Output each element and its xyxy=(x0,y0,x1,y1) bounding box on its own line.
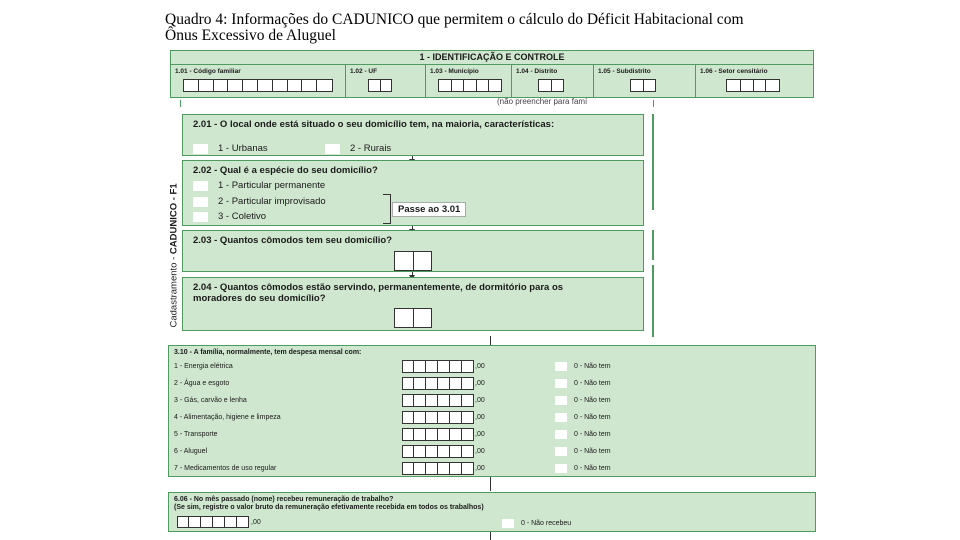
field-label: 1.04 - Distrito xyxy=(516,68,558,75)
bedrooms-count-input[interactable] xyxy=(394,308,432,328)
checkbox[interactable] xyxy=(193,181,208,191)
checkbox[interactable] xyxy=(325,144,340,154)
expense-amount-input[interactable] xyxy=(402,377,474,390)
question-text: 2.03 - Quantos cômodos tem seu domicílio? xyxy=(193,235,393,246)
no-expense-checkbox[interactable] xyxy=(555,430,567,439)
cents-suffix: ,00 xyxy=(475,363,485,370)
no-income-label: 0 - Não recebeu xyxy=(521,520,572,527)
sidebar-form-id: CADUNICO - F1 xyxy=(168,183,180,255)
connector-line xyxy=(490,532,491,540)
expense-row xyxy=(169,428,815,442)
no-expense-checkbox[interactable] xyxy=(555,464,567,473)
no-expense-label: 0 - Não tem xyxy=(574,380,611,387)
sidebar-prefix: Cadastramento - xyxy=(168,254,180,328)
rooms-count-input[interactable] xyxy=(394,251,432,271)
option-particular-improvisado[interactable] xyxy=(193,196,326,207)
no-expense-checkbox[interactable] xyxy=(555,447,567,456)
question-3-10 xyxy=(168,345,816,477)
subdistrito-input[interactable] xyxy=(630,79,656,92)
skip-instruction: Passe ao 3.01 xyxy=(392,202,466,217)
form-sidebar-label xyxy=(162,183,180,330)
no-expense-label: 0 - Não tem xyxy=(574,465,611,472)
field-setor-censitario xyxy=(696,65,814,97)
income-amount-input[interactable] xyxy=(177,516,249,528)
option-label: 2 - Rurais xyxy=(350,143,392,154)
option-particular-permanente[interactable] xyxy=(193,180,325,191)
expense-label: 3 - Gás, carvão e lenha xyxy=(174,397,247,404)
expense-amount-input[interactable] xyxy=(402,445,474,458)
cents-suffix: ,00 xyxy=(475,380,485,387)
question-text: 2.04 - Quantos cômodos estão servindo, permanentemente, de dormitório para os moradores do seu domicílio? xyxy=(193,282,564,304)
cents-suffix: ,00 xyxy=(475,414,485,421)
no-expense-label: 0 - Não tem xyxy=(574,363,611,370)
option-label: 1 - Particular permanente xyxy=(218,180,326,191)
page-title xyxy=(165,12,825,44)
no-expense-checkbox[interactable] xyxy=(555,413,567,422)
checkbox[interactable] xyxy=(193,212,208,222)
expense-label: 2 - Água e esgoto xyxy=(174,380,230,387)
field-label: 1.03 - Município xyxy=(430,68,479,75)
field-subdistrito xyxy=(594,65,696,97)
setor-censitario-input[interactable] xyxy=(726,79,780,92)
municipio-input[interactable] xyxy=(438,79,502,92)
field-distrito xyxy=(512,65,594,97)
margin-line xyxy=(652,265,654,337)
no-expense-label: 0 - Não tem xyxy=(574,397,611,404)
question-6-06 xyxy=(168,492,816,532)
no-expense-checkbox[interactable] xyxy=(555,362,567,371)
option-label: 1 - Urbanas xyxy=(218,143,268,154)
expense-label: 6 - Aluguel xyxy=(174,448,208,455)
margin-line xyxy=(652,114,654,210)
uf-input[interactable] xyxy=(368,79,392,92)
cents-suffix: ,00 xyxy=(475,465,485,472)
field-label: 1.06 - Setor censitário xyxy=(700,68,768,75)
no-expense-label: 0 - Não tem xyxy=(574,431,611,438)
expense-row xyxy=(169,394,815,408)
question-text: 6.06 - No mês passado (nome) recebeu remuneração de trabalho? xyxy=(174,496,394,503)
title-line-2: Ônus Excessivo de Aluguel xyxy=(165,27,336,44)
question-2-01 xyxy=(182,114,644,156)
margin-line xyxy=(652,230,654,260)
identification-section xyxy=(170,50,814,98)
expense-amount-input[interactable] xyxy=(402,394,474,407)
expense-label: 5 - Transporte xyxy=(174,431,218,438)
no-income-checkbox[interactable] xyxy=(502,519,514,528)
question-text: 3.10 - A família, normalmente, tem despesa mensal com: xyxy=(174,349,362,356)
option-coletivo[interactable] xyxy=(193,211,266,222)
expense-row xyxy=(169,377,815,391)
expense-amount-input[interactable] xyxy=(402,462,474,475)
option-urbanas[interactable] xyxy=(193,143,268,154)
field-uf xyxy=(346,65,426,97)
skip-brace xyxy=(383,194,391,224)
cents-suffix: ,00 xyxy=(475,448,485,455)
field-label: 1.05 - Subdistrito xyxy=(598,68,651,75)
question-subtext: (Se sim, registre o valor bruto da remuneração efetivamente recebida em todos os trabalhos) xyxy=(174,504,484,511)
question-text: 2.01 - O local onde está situado o seu domicílio tem, na maioria, características: xyxy=(193,119,555,130)
question-2-04 xyxy=(182,277,644,331)
connector-line xyxy=(490,477,491,491)
checkbox[interactable] xyxy=(193,144,208,154)
option-label: 2 - Particular improvisado xyxy=(218,196,326,207)
no-expense-checkbox[interactable] xyxy=(555,379,567,388)
cents-suffix: ,00 xyxy=(475,431,485,438)
section-header: 1 - IDENTIFICAÇÃO E CONTROLE xyxy=(171,51,813,65)
expense-label: 1 - Energia elétrica xyxy=(174,363,233,370)
field-label: 1.02 - UF xyxy=(350,68,378,75)
expense-amount-input[interactable] xyxy=(402,360,474,373)
title-line-1: Quadro 4: Informações do CADUNICO que permitem o cálculo do Déficit Habitacional com xyxy=(165,11,744,28)
expense-row xyxy=(169,445,815,459)
option-rurais[interactable] xyxy=(325,143,391,154)
expense-amount-input[interactable] xyxy=(402,411,474,424)
distrito-input[interactable] xyxy=(538,79,564,92)
expense-amount-input[interactable] xyxy=(402,428,474,441)
cents-suffix: ,00 xyxy=(251,519,261,526)
expense-row xyxy=(169,360,815,374)
question-text: 2.02 - Qual é a espécie do seu domicílio? xyxy=(193,165,378,176)
codigo-familiar-input[interactable] xyxy=(183,79,333,92)
field-municipio xyxy=(426,65,512,97)
expense-label: 4 - Alimentação, higiene e limpeza xyxy=(174,414,281,421)
checkbox[interactable] xyxy=(193,197,208,207)
cut-off-note: (não preencher para famí xyxy=(497,97,588,106)
option-label: 3 - Coletivo xyxy=(218,211,267,222)
field-label: 1.01 - Código familiar xyxy=(175,68,241,75)
expense-row xyxy=(169,462,815,476)
expense-row xyxy=(169,411,815,425)
expense-label: 7 - Medicamentos de uso regular xyxy=(174,465,277,472)
field-codigo-familiar xyxy=(171,65,346,97)
question-2-03 xyxy=(182,230,644,272)
no-expense-checkbox[interactable] xyxy=(555,396,567,405)
no-expense-label: 0 - Não tem xyxy=(574,448,611,455)
cents-suffix: ,00 xyxy=(475,397,485,404)
no-expense-label: 0 - Não tem xyxy=(574,414,611,421)
